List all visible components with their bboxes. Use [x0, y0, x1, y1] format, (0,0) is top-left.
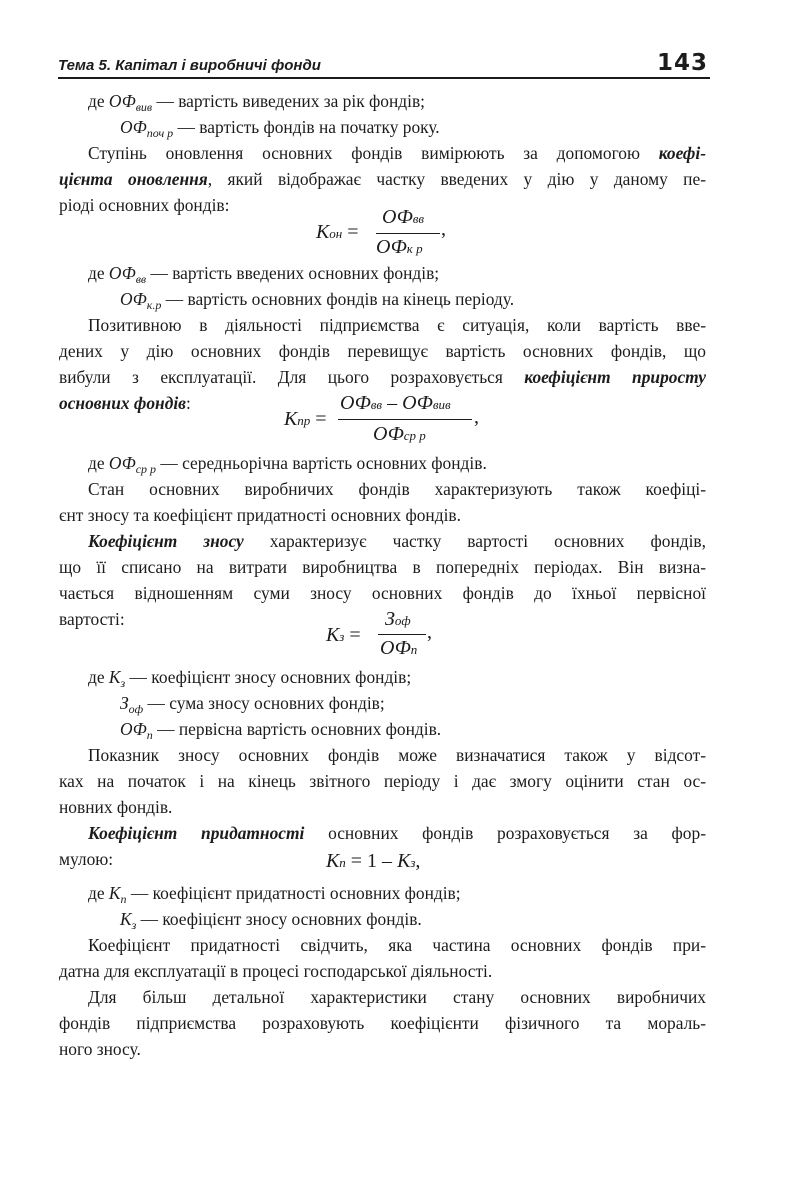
definition-line: $ОФ_п$ — первісна вартість основних фондів.	[120, 719, 442, 742]
formula-numerator: Зоф	[385, 608, 411, 630]
definition-line: $З_{оф}$ — сума зносу основних фондів;	[120, 693, 385, 716]
paragraph-line: мулою:	[59, 849, 114, 869]
definition-line: де $К_п$ — коефіцієнт придатності основних фондів;	[88, 883, 461, 906]
formula-lhs: Кпр =	[284, 408, 327, 430]
paragraph-line: цієнта оновлення, який відображає частку введених у дію у даному пе-	[59, 169, 706, 189]
paragraph-line: ного зносу.	[59, 1039, 141, 1059]
paragraph-line: дених у дію основних фондів перевищує вартість основних фондів, що	[59, 341, 706, 361]
paragraph-line: Показник зносу основних фондів може визначатися також у відсот-	[88, 745, 706, 765]
definition-line: де $ОФ_{вив}$ — вартість виведених за рік фондів;	[88, 91, 425, 114]
definition-line: $К_з$ — коефіцієнт зносу основних фондів.	[120, 909, 422, 932]
paragraph-line: датна для експлуатації в процесі господарської діяльності.	[59, 961, 493, 981]
formula-lhs: Кон =	[316, 221, 359, 243]
paragraph-line: ках на початок і на кінець звітного періоду і дає змогу оцінити стан ос-	[59, 771, 706, 791]
paragraph-line: чається відношенням суми зносу основних фондів до їхньої первісної	[59, 583, 706, 603]
paragraph-line: фондів підприємства розраховують коефіцієнти фізичного та мораль-	[59, 1013, 706, 1033]
formula-numerator: ОФвв – ОФвив	[340, 392, 451, 414]
paragraph-line: Коефіцієнт зносу характеризує частку вартості основних фондів,	[88, 531, 706, 551]
running-header	[58, 52, 710, 78]
paragraph-line: ріоді основних фондів:	[59, 195, 230, 215]
paragraph-line: Стан основних виробничих фондів характеризують також коефіці-	[88, 479, 706, 499]
paragraph-line: що її списано на витрати виробництва в попередніх періодах. Він визна-	[59, 557, 706, 577]
paragraph-line: Для більш детальної характеристики стану основних виробничих	[88, 987, 706, 1007]
formula-denominator: ОФк р	[376, 236, 423, 258]
header-rule	[58, 77, 710, 79]
fraction-bar	[338, 419, 472, 420]
formula-lhs: Кз =	[326, 624, 361, 646]
paragraph-line: вартості:	[59, 609, 125, 629]
paragraph-line: новних фондів.	[59, 797, 173, 817]
formula-suitability: Кп = 1 – Кз,	[326, 850, 421, 872]
paragraph-line: Коефіцієнт придатності свідчить, яка частина основних фондів при-	[88, 935, 706, 955]
paragraph-line: основних фондів:	[59, 393, 191, 413]
definition-line: $ОФ_{к.р}$ — вартість основних фондів на кінець періоду.	[120, 289, 515, 312]
definition-line: де $ОФ_{ср р}$ — середньорічна вартість основних фондів.	[88, 453, 487, 476]
definition-line: $ОФ_{поч р}$ — вартість фондів на початку року.	[120, 117, 440, 140]
paragraph-line: вибули з експлуатації. Для цього розраховується коефіцієнт приросту	[59, 367, 706, 387]
definition-line: де $К_з$ — коефіцієнт зносу основних фондів;	[88, 667, 412, 690]
paragraph-line: Ступінь оновлення основних фондів вимірюють за допомогою коефі-	[88, 143, 706, 163]
book-page: Тема 5. Капітал і виробничі фонди 143 де $ОФ_{вив}$ — вартість виведених за рік фондів; $ОФ_{поч р}$ — вартість фондів на початку року. Ступінь оновлення основних фондів вимірюють за допомогою коефі- цієнта оновлення, який відображає частку введених у дію у даному пе- ріоді основних фондів: ОФвв Кон = , ОФк р де $ОФ_{вв}$ — вартість введених основних фондів; $ОФ_{к.р}$ — вартість основних фондів на кінець періоду. Позитивною в діяльності підприємства є ситуація, коли вартість вве- дених у дію основних фондів перевищує вартість основних фондів, що вибули з експлуатації. Для цього розраховується коефіцієнт приросту основних фондів: ОФвв – ОФвив Кпр = , ОФср р де $ОФ_{ср р}$ — середньорічна вартість основних фондів. Стан основних виробничих фондів характеризують також коефіці- єнт зносу та коефіцієнт придатності основних фондів. Коефіцієнт зносу характеризує частку вартості основних фондів, що її списано на витрати виробництва в попередніх періодах. Він визна- чається відношенням суми зносу основних фондів до їхньої первісної вартості: Зоф Кз = , ОФп де $К_з$ — коефіцієнт зносу основних фондів; $З_{оф}$ — сума зносу основних фондів; $ОФ_п$ — первісна вартість основних фондів. Показник зносу основних фондів може визначатися також у відсот- ках на початок і на кінець звітного періоду і дає змогу оцінити стан ос- новних фондів. Коефіцієнт придатності основних фондів розраховується за фор- мулою: Кп = 1 – Кз, де $К_п$ — коефіцієнт придатності основних фондів; $К_з$ — коефіцієнт зносу основних фондів. Коефіцієнт придатності свідчить, яка частина основних фондів при- датна для експлуатації в процесі господарської діяльності. Для більш детальної характеристики стану основних виробничих фондів підприємства розраховують коефіцієнти фізичного та мораль- ного зносу.	[0, 0, 790, 1204]
paragraph-line: Позитивною в діяльності підприємства є ситуація, коли вартість вве-	[88, 315, 706, 335]
definition-line: де $ОФ_{вв}$ — вартість введених основних фондів;	[88, 263, 440, 286]
paragraph-line: єнт зносу та коефіцієнт придатності основних фондів.	[59, 505, 461, 525]
paragraph-line: Коефіцієнт придатності основних фондів розраховується за фор-	[88, 823, 706, 843]
formula-denominator: ОФп	[380, 637, 418, 659]
page-number: 143	[656, 50, 708, 76]
formula-numerator: ОФвв	[382, 206, 425, 228]
chapter-title: Тема 5. Капітал і виробничі фонди	[58, 57, 321, 74]
formula-denominator: ОФср р	[373, 423, 426, 445]
